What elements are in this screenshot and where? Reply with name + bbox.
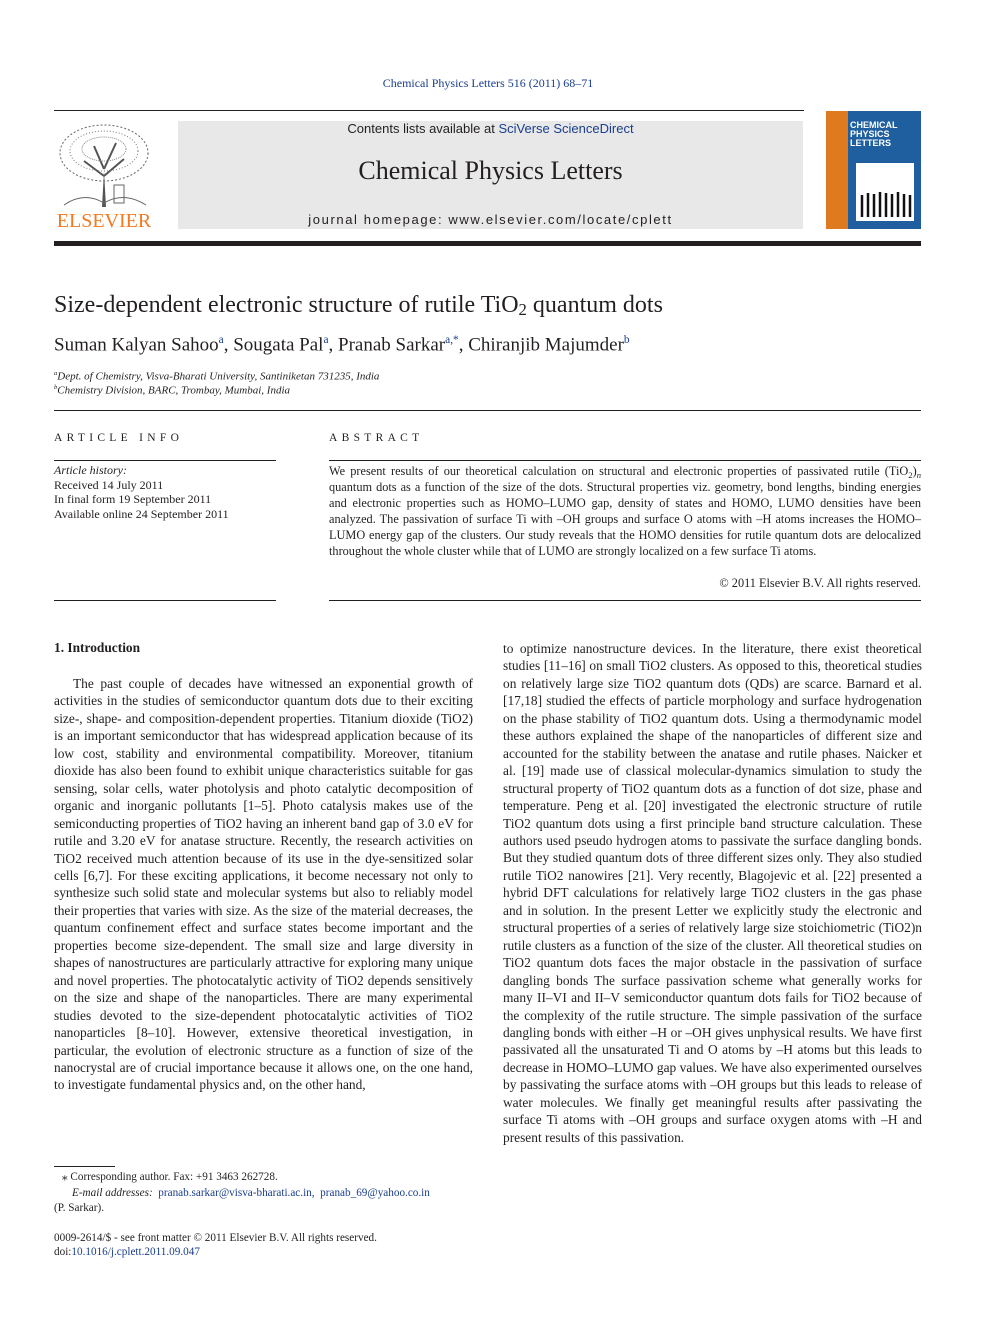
- journal-masthead: [178, 121, 803, 229]
- affiliation-mark: a: [54, 370, 58, 377]
- author-affiliation-mark[interactable]: a,*: [445, 334, 459, 346]
- affiliation-text: Chemistry Division, BARC, Trombay, Mumbai, India: [57, 384, 291, 397]
- email-link[interactable]: pranab.sarkar@visva-bharati.ac.in,: [158, 1187, 315, 1199]
- article-info-heading: ARTICLE INFO: [54, 432, 184, 444]
- author-name: Pranab Sarkar: [338, 334, 446, 356]
- email-line: [54, 1186, 473, 1201]
- article-title: [54, 292, 663, 319]
- abstract-subscript: n: [916, 470, 921, 480]
- title-text-end: quantum dots: [526, 292, 663, 318]
- author-list: Suman Kalyan Sahoo$^a$, Sougata Pal$^a$, Pranab Sarkar$^{a,*}$, Chiranjib Majumder$^b$: [54, 334, 630, 356]
- title-text: Size-dependent electronic structure of rutile TiO: [54, 292, 519, 318]
- author-name: Suman Kalyan Sahoo: [54, 334, 219, 356]
- online-date: Available online 24 September 2011: [54, 506, 229, 521]
- abstract-bottom-rule: [329, 600, 921, 601]
- author-affiliation-mark[interactable]: b: [623, 334, 630, 346]
- author-name: Chiranjib Majumder: [468, 334, 624, 356]
- body-left-column: [54, 675, 473, 1094]
- sciencedirect-link[interactable]: SciVerse ScienceDirect: [498, 121, 634, 136]
- abstract-subscript: 2: [908, 470, 913, 480]
- doi-line: [54, 1245, 377, 1259]
- abstract-text: [329, 463, 921, 559]
- affiliation-text: Dept. of Chemistry, Visva-Bharati University, Santiniketan 731235, India: [57, 370, 380, 383]
- elsevier-wordmark: ELSEVIER: [56, 210, 152, 232]
- journal-title: Chemical Physics Letters: [358, 156, 623, 185]
- contents-prefix: Contents lists available at: [347, 121, 499, 136]
- journal-homepage[interactable]: journal homepage: www.elsevier.com/locate/cplett: [308, 212, 673, 227]
- journal-citation[interactable]: Chemical Physics Letters 516 (2011) 68–71: [382, 76, 594, 90]
- contents-line: [178, 121, 803, 137]
- author-name: Sougata Pal: [233, 334, 324, 356]
- abstract-part: quantum dots as a function of the size of the dots. Structural properties viz. geometry, bond lengths, binding energies and electronic properties such as HOMO–LUMO gap, density of states and HOMO, LUMO densities have been analyzed. The passivation of surface Ti with –OH groups and surface O atoms with –H atoms increases the HOMO–LUMO energy gap of the clusters. Our study reveals that the HOMO densities for rutile quantum dots are delocalized throughout the whole cluster while that of LUMO are strongly localized on a few surface Ti atoms.: [329, 480, 921, 558]
- journal-cover-image[interactable]: [826, 111, 921, 229]
- history-label: Article history:: [54, 463, 127, 477]
- abstract-part: We present results of our theoretical calculation on structural and electronic properties of passivated rutile (TiO: [329, 464, 909, 478]
- intro-paragraph-left: The past couple of decades have witnessed an exponential growth of activities in the studies of semiconductor quantum dots due to their exciting size-, shape- and composition-dependent properties. Titanium dioxide (TiO2) is an important semiconductor that has widespread application because of its low cost, stability and environmental compatibility. Moreover, titanium dioxide has also been found to exhibit unique characteristics suitable for gas sensing, solar cells, water photolysis and photo catalytic decomposition of organic and inorganic pollutants [1–5]. Photo catalysis makes use of the semiconducting properties of TiO2 having an inherent band gap of 3.0 eV for rutile and 3.20 eV for anatase structure. Recently, the research activities on TiO2 received much attention because of its use in the dye-sensitized solar cells [6,7]. For these exciting applications, it become necessary not only to synthesize such solid state and molecular systems but also to reliably model their properties that varies with size. As the size of the material decreases, the quantum confinement effect and surface states become important and the properties become size-dependent. The small size and large diversity in shapes of nanostructures are particularly attractive for exploring many unique and novel properties. The photocatalytic activity of TiO2 depends sensitively on the size and shape of the nanoparticles. There are many experimental studies devoted to the size-dependent photocatalytic activities of TiO2 nanoparticles [8–10]. However, extensive theoretical investigation, in particular, the evolution of electronic structure as a function of size of the nanocrystal are of crucial importance because it allows one, on the one hand, to investigate fundamental physics and, on the other hand,: [54, 676, 473, 1093]
- corresponding-author: ⁎ Corresponding author. Fax: +91 3463 262728.: [62, 1171, 278, 1183]
- body-right-column: [503, 640, 922, 1146]
- final-form-date: In final form 19 September 2011: [54, 492, 212, 506]
- doi-label: doi:: [54, 1246, 72, 1258]
- abstract-part: ): [912, 464, 917, 478]
- email-link[interactable]: pranab_69@yahoo.co.in: [320, 1187, 430, 1199]
- cover-title: CHEMICAL PHYSICS LETTERS: [850, 120, 898, 148]
- article-history: [54, 463, 279, 521]
- elsevier-tree-icon: [54, 121, 154, 233]
- page-footer: [54, 1231, 377, 1259]
- abstract-heading: ABSTRACT: [329, 432, 424, 444]
- received-date: Received 14 July 2011: [54, 477, 164, 492]
- abstract-top-rule: [329, 460, 921, 461]
- footnote-rule: [54, 1166, 115, 1167]
- issn-line: 0009-2614/$ - see front matter © 2011 Elsevier B.V. All rights reserved.: [54, 1232, 377, 1244]
- title-subscript: 2: [518, 300, 527, 319]
- elsevier-logo[interactable]: [54, 121, 154, 233]
- section-heading: 1. Introduction: [54, 640, 141, 655]
- cover-graphic: [856, 163, 914, 221]
- doi-link[interactable]: 10.1016/j.cplett.2011.09.047: [71, 1246, 200, 1258]
- intro-paragraph-right: to optimize nanostructure devices. In the literature, there exist theoretical studies [11–16] on small TiO2 clusters. As opposed to this, theoretical studies on relatively large size TiO2 quantum dots (QDs) are scarce. Barnard et al. [17,18] studied the effects of particle morphology and surface hydrogenation on the phase stability of TiO2 quantum dots. Using a thermodynamic model these authors explained the shape of the nanoparticles of different size and accounted for the stability between the anatase and rutile phases. Naicker et al. [19] made use of classical molecular-dynamics simulation to study the structural property of TiO2 quantum dots as a function of dot size, phase and temperature. Peng et al. [20] investigated the electronic structure of rutile TiO2 quantum dots using a first principle band structure calculation. These authors used pseudo hydrogen atoms to passivate the surface dangling bonds. But they studied quantum dots of three different sizes only. They also studied rutile TiO2 nanowires [21]. Very recently, Blagojevic et al. [22] presented a hybrid DFT calculations for relatively large TiO2 clusters in the gas phase and in solution. In the present Letter we explicitly study the electronic and structural properties of a series of relatively large size stoichiometric (TiO2)n rutile clusters as a function of the size of the cluster. All theoretical studies on TiO2 quantum dots faces the major obstacle in the passivation of surface dangling bonds The surface passivation scheme what generally works for many II–VI and II–V semiconductor quantum dots fails for TiO2 because of the complexity of the rutile structure. The simple passivation of the surface dangling bonds with either –H or –OH gives unphysical results. We have first passivated all the unsaturated Ti and O atoms by –H atoms but this leads to decrease in HOMO–LUMO gap values. We have also experimented ourselves by passivating the surface atoms with –OH groups but this leads to release of water molecules. We finally get meaningful results after passivating the surface Ti atoms with –OH groups and surface oxygen atoms with –H and present results of this passivation.: [503, 641, 922, 1145]
- author-initials: (P. Sarkar).: [54, 1202, 105, 1214]
- author-affiliation-mark[interactable]: a: [218, 334, 224, 346]
- affiliation-mark: b: [54, 384, 58, 391]
- cover-spectrum-icon: [856, 163, 914, 221]
- title-rule: [54, 410, 921, 411]
- info-top-rule: [54, 460, 276, 461]
- header-top-rule: [54, 110, 804, 111]
- info-bottom-rule: [54, 600, 276, 601]
- cover-spine: [826, 111, 848, 229]
- email-label: E-mail addresses:: [72, 1187, 153, 1199]
- author-affiliation-mark[interactable]: a: [323, 334, 329, 346]
- affiliation: [54, 381, 290, 398]
- header-bottom-rule: [54, 241, 921, 246]
- abstract-copyright: © 2011 Elsevier B.V. All rights reserved.: [719, 576, 921, 590]
